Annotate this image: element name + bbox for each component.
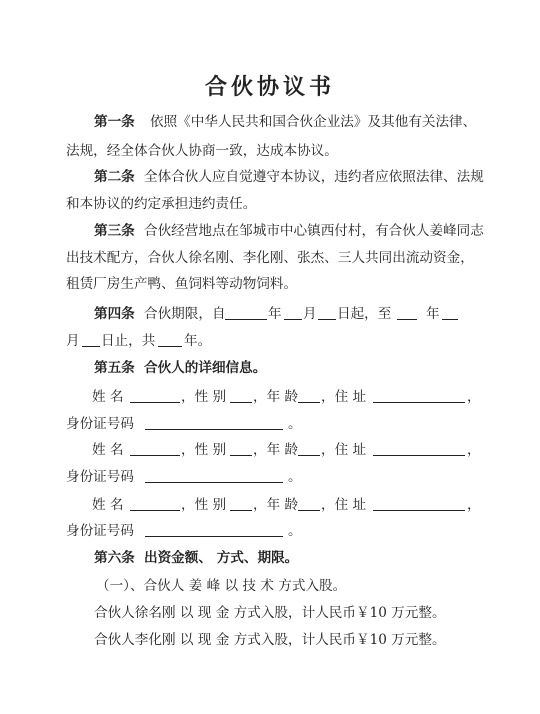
name-blank[interactable] <box>130 495 180 511</box>
name-label: 姓 名 <box>92 497 124 513</box>
start-year-unit: 年 <box>268 306 282 322</box>
article-5-heading-text: 合伙人的详细信息。 <box>144 360 267 376</box>
address-label: ，住 址 <box>321 389 367 405</box>
id-label: 身份证号码 <box>66 523 134 539</box>
article-3-text-3: 租赁厂房生产鸭、鱼饲料等动物饲料。 <box>66 276 298 292</box>
period: 。 <box>288 469 302 485</box>
article-4-label: 第四条 <box>94 306 135 322</box>
start-day-blank[interactable] <box>318 304 336 320</box>
start-month-blank[interactable] <box>284 304 302 320</box>
id-label: 身份证号码 <box>66 469 134 485</box>
gender-blank[interactable] <box>230 495 252 511</box>
end-day-blank[interactable] <box>82 331 100 347</box>
age-blank[interactable] <box>298 440 320 456</box>
article-1-text-2: 法规，经全体合伙人协商一致，达成本协议。 <box>66 143 338 159</box>
comma: ， <box>467 497 481 513</box>
name-label: 姓 名 <box>92 442 124 458</box>
period: 。 <box>288 416 302 432</box>
article-6-text-3: 合伙人李化刚 以 现 金 方式入股，计人民币￥10 万元整。 <box>94 632 446 648</box>
age-blank[interactable] <box>298 387 320 403</box>
address-label: ，住 址 <box>321 442 367 458</box>
gender-blank[interactable] <box>230 387 252 403</box>
address-blank[interactable] <box>373 495 465 511</box>
age-label: ，年 龄 <box>253 497 299 513</box>
start-month-unit: 月 <box>303 306 317 322</box>
article-3-text-2: 出技术配方，合伙人徐名刚、李化刚、张杰、三人共同出流动资金， <box>66 250 474 266</box>
article-6-heading-text: 出资金额、 方式、期限。 <box>144 550 299 566</box>
comma: ， <box>467 389 481 405</box>
start-day-unit: 日起，至 <box>337 306 392 322</box>
age-label: ，年 龄 <box>253 442 299 458</box>
gender-blank[interactable] <box>230 440 252 456</box>
age-label: ，年 龄 <box>253 389 299 405</box>
total-years-blank[interactable] <box>158 331 182 347</box>
article-1-text-1: 依照《中华人民共和国合伙企业法》及其他有关法律、 <box>150 114 477 130</box>
article-5-label: 第五条 <box>94 360 135 376</box>
article-6-text-1: （一）、合伙人 姜 峰 以 技 术 方式入股。 <box>96 578 347 594</box>
gender-label: ，性 别 <box>181 497 227 513</box>
name-blank[interactable] <box>130 387 180 403</box>
article-3-label: 第三条 <box>94 223 135 239</box>
age-blank[interactable] <box>298 495 320 511</box>
total-years-unit: 年。 <box>184 333 212 349</box>
end-day-unit: 日止，共 <box>101 333 156 349</box>
article-1-label: 第一条 <box>94 114 135 130</box>
id-blank[interactable] <box>145 467 283 483</box>
id-label: 身份证号码 <box>66 416 134 432</box>
article-6-text-2: 合伙人徐名刚 以 现 金 方式入股，计人民币￥10 万元整。 <box>94 605 446 621</box>
address-blank[interactable] <box>373 440 465 456</box>
period: 。 <box>288 523 302 539</box>
gender-label: ，性 别 <box>181 442 227 458</box>
article-3-text-1: 合伙经营地点在邹城市中心镇西付村，有合伙人姜峰同志 <box>144 223 484 239</box>
comma: ， <box>467 442 481 458</box>
id-blank[interactable] <box>145 521 283 537</box>
name-label: 姓 名 <box>92 389 124 405</box>
end-month-unit: 月 <box>66 333 80 349</box>
end-year-unit: 年 <box>426 306 440 322</box>
term-label: 合伙期限，自 <box>144 306 226 322</box>
document-title: 合伙协议书 <box>204 74 335 100</box>
name-blank[interactable] <box>130 440 180 456</box>
address-label: ，住 址 <box>321 497 367 513</box>
article-2-label: 第二条 <box>94 169 135 185</box>
article-2-text-2: 和本协议的约定承担违约责任。 <box>66 196 257 212</box>
address-blank[interactable] <box>373 387 465 403</box>
article-6-label: 第六条 <box>94 550 135 566</box>
article-2-text-1: 全体合伙人应自觉遵守本协议，违约者应依照法律、法规 <box>144 169 484 185</box>
start-year-blank[interactable] <box>225 304 267 320</box>
id-blank[interactable] <box>145 414 283 430</box>
gender-label: ，性 别 <box>181 389 227 405</box>
end-month-blank-part-1[interactable] <box>442 304 458 320</box>
end-year-blank[interactable] <box>397 304 417 320</box>
